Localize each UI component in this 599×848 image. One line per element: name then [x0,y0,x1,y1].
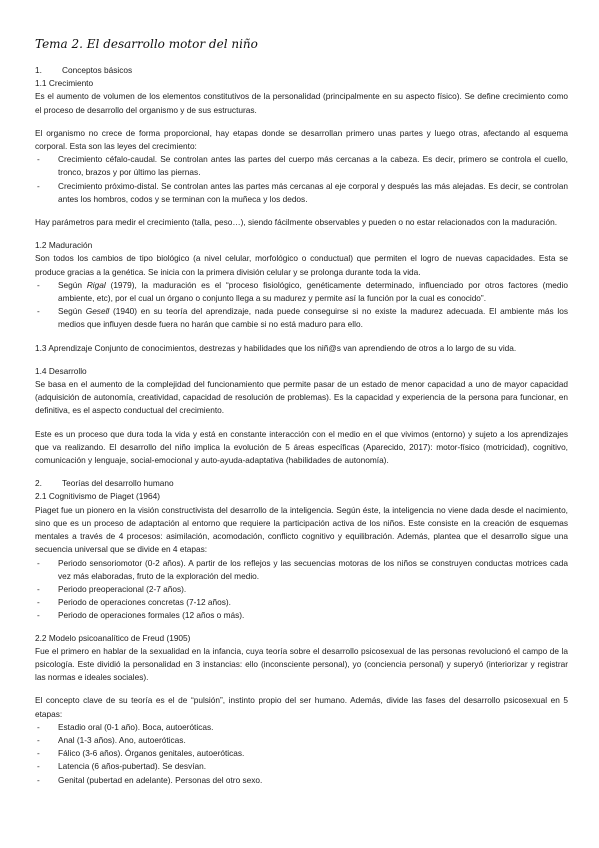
list-item: - Periodo de operaciones formales (12 años o más). [35,609,568,622]
list-item-text: (1979), la maduración es el “proceso fisiológico, genéticamente determinado, influenciado por otros factores (medio ambiente, etc), por el cual un órgano o conjunto llega a su madurez y permite así la función por la cual es conocido”. [58,279,568,304]
subsection-heading-crecimiento: 1.1 Crecimiento [35,78,94,89]
subsection-heading-freud: 2.2 Modelo psicoanalítico de Freud (1905) [35,632,191,643]
author-name: Gesell [85,306,110,317]
subsection-heading-desarrollo: 1.4 Desarrollo [35,365,87,376]
paragraph: Fue el primero en hablar de la sexualidad en la infancia, cuya teoría sobre el desarrollo psicosexual de las personas revolucionó el campo de la psicología. Este dividió la personalidad en 3 instancias: ello (inconsciente personal), yo (conciencia personal) y superyó (interiorizar y registrar las normas e ideales sociales). [35,645,568,683]
paragraph: El concepto clave de su teoría es el de “pulsión”, instinto propio del ser humano. Además, divide las fases del desarrollo psicosexual en 5 etapas: [35,695,568,719]
document-title: Tema 2. El desarrollo motor del niño [35,37,258,51]
list-item: - Periodo sensoriomotor (0-2 años). A partir de los reflejos y las secuencias motoras de los niños se construyen conductas motrices cada vez más elaboradas, fruto de la exploración del medio. [35,557,568,583]
paragraph: Hay parámetros para medir el crecimiento (talla, peso…), siendo fácilmente observables y pueden o no estar relacionados con la maduración. [35,217,558,228]
section-number: 1. [35,65,42,75]
list-item: - Anal (1-3 años). Ano, autoeróticas. [35,734,568,747]
list-item: - Genital (pubertad en adelante). Personas del otro sexo. [35,774,568,787]
list-item-text: Según [58,306,86,317]
list-item: - Crecimiento próximo-distal. Se controlan antes las partes más cercanas al eje corporal y después las más alejadas. Es decir, se controlan antes los hombros, codos y se terminan con la muñeca y los dedos. [35,180,568,206]
piaget-stages-list [35,557,568,623]
list-item: - Periodo preoperacional (2-7 años). [35,583,568,596]
subsection-heading-piaget: 2.1 Cognitivismo de Piaget (1964) [35,491,160,502]
list-item: - Periodo de operaciones concretas (7-12 años). [35,596,568,609]
paragraph: Este es un proceso que dura toda la vida y está en constante interacción con el medio en el que vivimos (entorno) y sujeto a los aprendizajes que va realizando. El desarrollo del niño implica la evolución de 5 áreas específicas (Aparecido, 2017): motor-físico (motricidad), cognitivo, comunicación y lenguaje, social-emocional y auto-ayuda-adaptativa (habilidades de autonomía). [35,428,568,466]
paragraph: Piaget fue un pionero en la visión constructivista del desarrollo de la inteligencia. Según éste, la inteligencia no viene dada desde el nacimiento, sino que es un proceso de adaptación al entorno que requiere la participación activa de los niños. Este consiste en la creación de esquemas mentales a través de 4 procesos: asimilación, acomodación, conflicto cognitivo y equilibración. Además, plantea que el desarrollo sigue una secuencia universal que se divide en 4 etapas: [35,504,568,555]
author-name: Rigal [86,279,106,290]
paragraph: Son todos los cambios de tipo biológico (a nivel celular, morfológico o conductual) que permiten el logro de nuevas capacidades. Esta se produce gracias a la genética. Se inicia con la primera división celular y se prolonga durante toda la vida. [35,253,568,277]
section-number: 2. [35,478,42,489]
list-item: - Crecimiento céfalo-caudal. Se controlan antes las partes del cuerpo más cercanas a la cabeza. Es decir, primero se controla el cuello, tronco, brazos y por último las piernas. [35,153,568,179]
list-item: - Latencia (6 años-pubertad). Se desvían. [35,760,568,773]
maturation-authors-list [35,279,568,332]
paragraph: Se basa en el aumento de la complejidad del funcionamiento que permite pasar de un estado de menor capacidad a uno de mayor capacidad (adquisición de autonomía, creatividad, capacidad de resolución de problemas). Es la capacidad y experiencia de la persona para funcionar, en definitiva, es el aspecto conductual del crecimiento. [35,379,568,416]
paragraph: Es el aumento de volumen de los elementos constitutivos de la personalidad (principalmente en su aspecto físico). Se define crecimiento como el proceso de desarrollo del organismo y de sus estructuras. [35,91,568,115]
section-title: Teorías del desarrollo humano [62,478,174,489]
section-heading-2 [35,477,568,490]
list-item-text: Según [58,279,87,290]
subsection-aprendizaje [35,342,568,355]
subsection-heading-aprendizaje: 1.3 Aprendizaje [35,342,93,353]
freud-stages-list [35,721,568,787]
section-title: Conceptos básicos [62,65,133,75]
growth-laws-list [35,153,568,206]
subsection-heading-maduracion: 1.2 Maduración [35,240,93,251]
list-item-text: (1940) en su teoría del aprendizaje, nada puede conseguirse si no existe la madurez adecuada. El ambiente más los medios que influyen desde fuera no harán que cambie si no está maduro para ello. [58,306,569,330]
list-item: - Fálico (3-6 años). Órganos genitales, autoeróticas. [35,747,568,760]
paragraph: El organismo no crece de forma proporcional, hay etapas donde se desarrollan primero unas partes y luego otras, afectando al esquema corporal. Esta son las leyes del crecimiento: [35,127,568,152]
list-item [35,279,568,305]
list-item [35,305,568,331]
paragraph: Conjunto de conocimientos, destrezas y habilidades que los niñ@s van aprendiendo de otros a lo largo de su vida. [92,342,517,353]
list-item: - Estadio oral (0-1 año). Boca, autoeróticas. [35,721,568,734]
section-heading-1 [35,64,568,77]
